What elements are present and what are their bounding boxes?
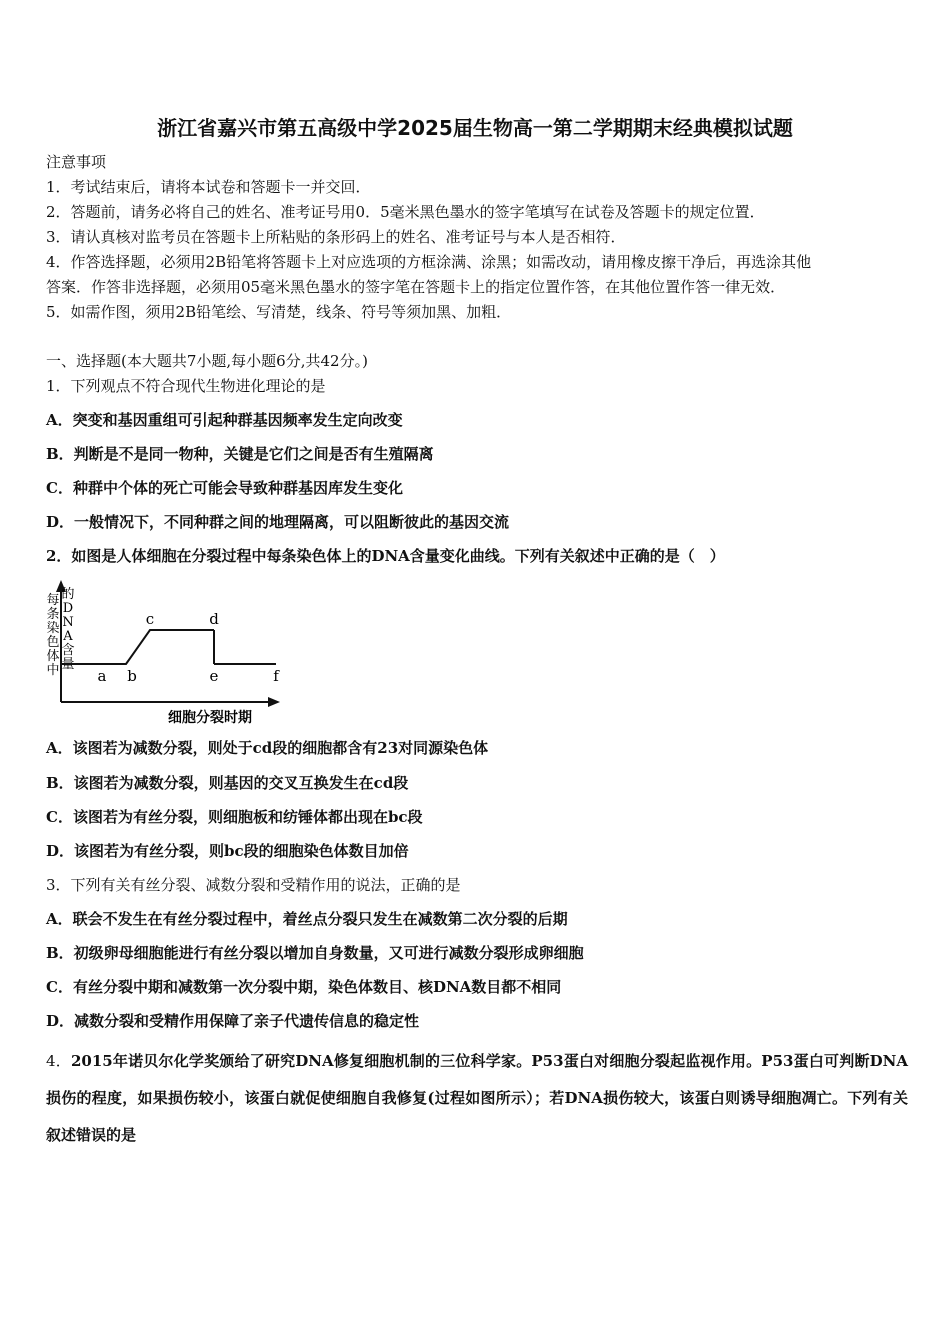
point-label-d: d <box>209 610 219 628</box>
notice-item: 答案．作答非选择题，必须用05毫米黑色墨水的签字笔在答题卡上的指定位置作答，在其他位置作答一律无效． <box>46 278 786 296</box>
question-option: B．该图若为减数分裂，则基因的交叉互换发生在cd段 <box>46 774 409 792</box>
question-number: 4． <box>46 1052 71 1070</box>
question-stem: 1．下列观点不符合现代生物进化理论的是 <box>46 377 326 395</box>
question-option: B．初级卵母细胞能进行有丝分裂以增加自身数量，又可进行减数分裂形成卵细胞 <box>46 944 584 962</box>
question-option: C．种群中个体的死亡可能会导致种群基因库发生变化 <box>46 479 403 497</box>
question-option: A．突变和基因重组可引起种群基因频率发生定向改变 <box>46 411 403 429</box>
y-axis-label-col2: 的 D N A 含量 <box>61 587 75 672</box>
question-4-stem <box>46 1043 908 1154</box>
dna-content-figure <box>44 578 294 730</box>
question-option: B．判断是不是同一物种，关键是它们之间是否有生殖隔离 <box>46 445 434 463</box>
question-option: C．有丝分裂中期和减数第一次分裂中期，染色体数目、核DNA数目都不相同 <box>46 978 562 996</box>
question-stem: 3．下列有关有丝分裂、减数分裂和受精作用的说法，正确的是 <box>46 876 461 894</box>
question-option: D．该图若为有丝分裂，则bc段的细胞染色体数目加倍 <box>46 842 409 860</box>
point-label-e: e <box>209 667 219 685</box>
notice-item: 1．考试结束后，请将本试卷和答题卡一并交回． <box>46 178 371 196</box>
notice-item: 5．如需作图，须用2B铅笔绘、写清楚，线条、符号等须加黑、加粗． <box>46 303 512 321</box>
x-axis-label: 细胞分裂时期 <box>168 710 252 726</box>
section-heading: 一、选择题(本大题共7小题,每小题6分,共42分。) <box>46 352 368 370</box>
point-label-f: f <box>273 667 279 685</box>
question-option: D．一般情况下，不同种群之间的地理隔离，可以阻断彼此的基因交流 <box>46 513 510 531</box>
question-stem: 2．如图是人体细胞在分裂过程中每条染色体上的DNA含量变化曲线。下列有关叙述中正确的是（ ） <box>46 547 725 565</box>
question-option: A．该图若为减数分裂，则处于cd段的细胞都含有23对同源染色体 <box>46 739 489 757</box>
point-label-a: a <box>97 667 107 685</box>
point-label-c: c <box>145 610 155 628</box>
y-axis-label-col1: 每条染色体中 <box>46 593 60 678</box>
point-label-b: b <box>127 667 137 685</box>
notice-item: 3．请认真核对监考员在答题卡上所粘贴的条形码上的姓名、准考证号与本人是否相符． <box>46 228 626 246</box>
page-title: 浙江省嘉兴市第五高级中学2025届生物高一第二学期期末经典模拟试题 <box>157 116 793 140</box>
question-option: A．联会不发生在有丝分裂过程中，着丝点分裂只发生在减数第二次分裂的后期 <box>46 910 568 928</box>
question-text: 2015年诺贝尔化学奖颁给了研究DNA修复细胞机制的三位科学家。P53蛋白对细胞分裂起监视作用。P53蛋白可判断DNA损伤的程度，如果损伤较小，该蛋白就促使细胞自我修复(过程如图所示）；若DNA损伤较大，该蛋白则诱导细胞凋亡。下列有关叙述错误的是 <box>46 1052 909 1144</box>
question-option: C．该图若为有丝分裂，则细胞板和纺锤体都出现在bc段 <box>46 808 423 826</box>
dna-curve <box>61 630 214 664</box>
notice-item: 4．作答选择题，必须用2B铅笔将答题卡上对应选项的方框涂满、涂黑；如需改动，请用橡皮擦干净后，再选涂其他 <box>46 253 812 271</box>
x-axis-arrow-icon <box>268 697 280 707</box>
notice-heading: 注意事项 <box>46 153 107 171</box>
notice-item: 2．答题前，请务必将自己的姓名、准考证号用0．5毫米黑色墨水的签字笔填写在试卷及答题卡的规定位置． <box>46 203 765 221</box>
question-option: D．减数分裂和受精作用保障了亲子代遗传信息的稳定性 <box>46 1012 420 1030</box>
